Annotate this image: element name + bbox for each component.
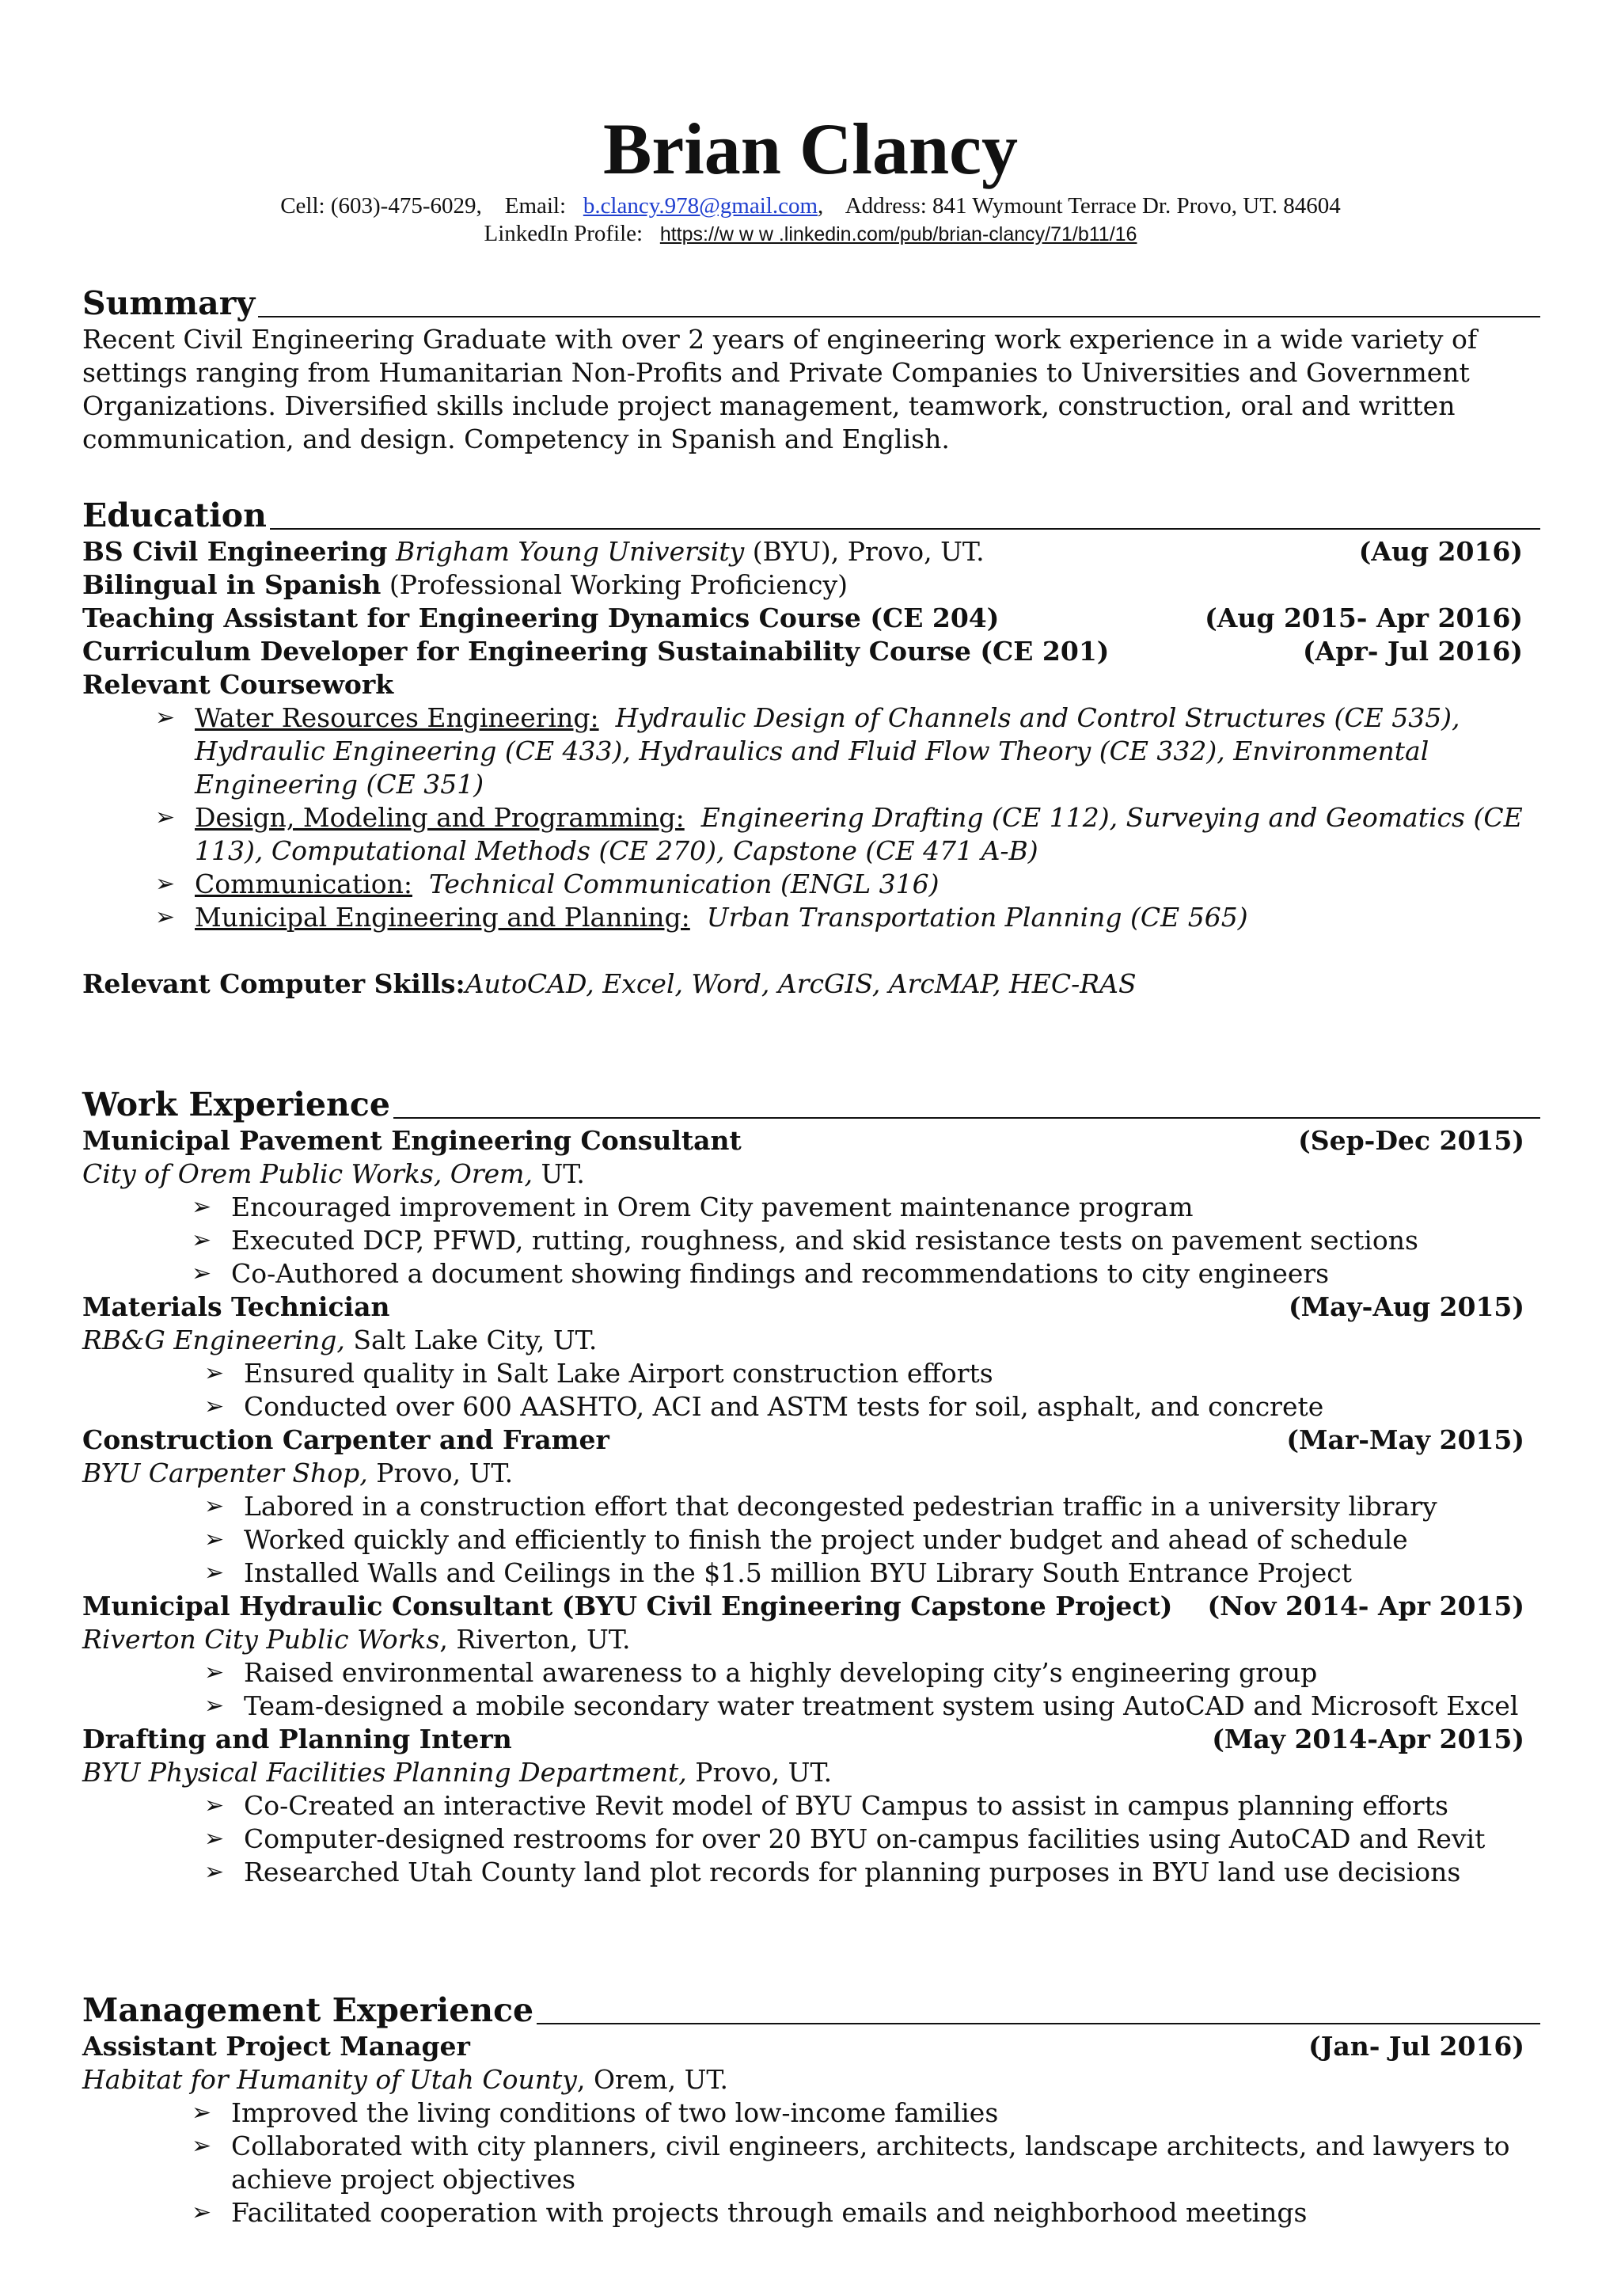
course-list: Hydraulic Design of Channels and Control Structures (CE 535), [615,702,1460,733]
job-header [82,1590,1524,1623]
address: Address: 841 Wymount Terrace Dr. Provo, UT. 84604 [845,193,1341,219]
candidate-name: Brian Clancy [603,108,1018,189]
resume-header [0,109,1621,248]
job-header [82,1124,1524,1158]
arrow-bullet-icon: ➢ [204,1559,225,1587]
curriculum-date: (Apr- Jul 2016) [1303,636,1523,667]
arrow-bullet-icon: ➢ [204,1526,225,1553]
course-area: Municipal Engineering and Planning: [195,902,690,933]
job-date: (Jan- Jul 2016) [1308,2031,1524,2062]
job-date: (Mar-May 2015) [1286,1424,1524,1455]
arrow-bullet-icon: ➢ [204,1492,225,1520]
linkedin-line [0,220,1621,248]
org-location: , Riverton, UT. [439,1624,631,1655]
email-label: Email: [504,193,567,219]
list-item [192,2130,1524,2196]
bullet-text: Labored in a construction effort that decongested pedestrian traffic in a university library [244,1491,1437,1522]
org-location: UT. [532,1158,585,1189]
summary-line: Organizations. Diversified skills include project management, teamwork, construction, oral and written [82,390,1456,421]
job-bullets [95,1357,1524,1424]
course-area: Communication: [195,869,412,899]
management-heading [82,1990,1540,2030]
ta-title: Teaching Assistant for Engineering Dynamics Course (CE 204) [82,603,1000,633]
bullet-text: Collaborated with city planners, civil engineers, architects, landscape architects, and lawyers to [231,2131,1510,2161]
bullet-text: Ensured quality in Salt Lake Airport construction efforts [244,1358,993,1389]
bullet-text: Team-designed a mobile secondary water treatment system using AutoCAD and Microsoft Excel [244,1690,1519,1721]
arrow-bullet-icon: ➢ [155,704,176,732]
linkedin-label: LinkedIn Profile: [484,221,643,246]
ta-row [82,602,1523,635]
summary-text [82,323,1540,456]
coursework-list [82,701,1523,934]
arrow-bullet-icon: ➢ [192,1226,212,1254]
arrow-bullet-icon: ➢ [155,870,176,898]
bilingual: Bilingual in Spanish [82,569,382,600]
list-item [192,2096,1524,2130]
job-title: Drafting and Planning Intern [82,1724,512,1754]
job-header [82,2030,1524,2063]
arrow-bullet-icon: ➢ [192,1193,212,1221]
job-title: Municipal Hydraulic Consultant (BYU Civil Engineering Capstone Project) [82,1591,1173,1621]
org-location: , Orem, UT. [576,2064,729,2095]
arrow-bullet-icon: ➢ [204,1359,225,1387]
course-list: Engineering (CE 351) [195,769,484,800]
bilingual-row [82,568,1523,602]
list-item [204,1789,1524,1823]
list-item [204,1357,1524,1390]
work-heading [82,1085,1540,1124]
arrow-bullet-icon: ➢ [204,1692,225,1720]
list-item [155,701,1523,801]
job-org [82,1457,1524,1490]
management-body [82,2030,1524,2229]
arrow-bullet-icon: ➢ [192,2099,212,2127]
skills-label: Relevant Computer Skills: [82,968,465,999]
bullet-text: Installed Walls and Ceilings in the $1.5 million BYU Library South Entrance Project [244,1557,1352,1588]
list-item [155,801,1523,868]
arrow-bullet-icon: ➢ [155,804,176,831]
org-location: Salt Lake City, UT. [344,1325,598,1355]
org-location: Provo, UT. [367,1458,514,1488]
degree-row [82,535,1523,568]
job-org [82,1324,1524,1357]
ta-date: (Aug 2015- Apr 2016) [1205,603,1523,633]
summary-line: settings ranging from Humanitarian Non-Profits and Private Companies to Universities and Government [82,357,1470,388]
section-title: Education [82,496,270,534]
org-location: Provo, UT. [686,1757,833,1788]
job-bullets [95,1789,1524,1889]
education-body [82,535,1523,1001]
linkedin-link[interactable]: https://w w w .linkedin.com/pub/brian-clancy/71/b11/16 [659,223,1137,245]
cell-number: Cell: (603)-475-6029, [280,193,482,219]
job-date: (Nov 2014- Apr 2015) [1207,1591,1524,1621]
job-title: Municipal Pavement Engineering Consultant [82,1125,742,1156]
section-title: Work Experience [82,1085,393,1123]
job-org [82,1623,1524,1656]
job-title: Materials Technician [82,1291,390,1322]
email-comma: , [818,193,824,219]
job-bullets [95,1656,1524,1723]
school-location: (BYU), Provo, UT. [752,536,985,567]
arrow-bullet-icon: ➢ [204,1825,225,1853]
arrow-bullet-icon: ➢ [192,2199,212,2226]
list-item [155,868,1523,901]
course-list: Engineering Drafting (CE 112), Surveying and Geomatics (CE [700,802,1523,833]
curriculum-row [82,635,1523,668]
summary-line: Recent Civil Engineering Graduate with over 2 years of engineering work experience in a wide variety of [82,324,1478,355]
arrow-bullet-icon: ➢ [204,1792,225,1819]
job-header [82,1291,1524,1324]
skills-row [82,967,1523,1001]
arrow-bullet-icon: ➢ [204,1858,225,1886]
bilingual-detail: (Professional Working Proficiency) [389,569,848,600]
org-name: City of Orem Public Works, Orem, [82,1158,533,1189]
list-item [192,1257,1524,1291]
bullet-text: Facilitated cooperation with projects through emails and neighborhood meetings [231,2197,1308,2228]
management-section [82,1990,1540,2229]
list-item [204,1390,1524,1424]
work-body [82,1124,1524,1889]
bullet-text: Worked quickly and efficiently to finish the project under budget and ahead of schedule [244,1524,1408,1555]
job-header [82,1424,1524,1457]
list-item [192,1224,1524,1257]
summary-heading [82,283,1540,323]
org-name: RB&G Engineering, [82,1325,345,1355]
bullet-text: Computer-designed restrooms for over 20 BYU on-campus facilities using AutoCAD and Revit [244,1823,1486,1854]
list-item [204,1823,1524,1856]
job-bullets [82,2096,1524,2229]
degree: BS Civil Engineering [82,536,388,567]
job-bullets [95,1490,1524,1590]
job-title: Construction Carpenter and Framer [82,1424,609,1455]
bullet-text: Co-Created an interactive Revit model of BYU Campus to assist in campus planning efforts [244,1790,1448,1821]
job-date: (May-Aug 2015) [1288,1291,1524,1322]
course-list: Technical Communication (ENGL 316) [428,869,940,899]
section-title: Summary [82,284,258,322]
bullet-text: Improved the living conditions of two low-income families [231,2097,999,2128]
org-name: BYU Physical Facilities Planning Department, [82,1757,687,1788]
course-area: Water Resources Engineering: [195,702,599,733]
course-list: Hydraulic Engineering (CE 433), Hydraulics and Fluid Flow Theory (CE 332), Environmental [195,736,1429,766]
org-name: Habitat for Humanity of Utah County [82,2064,577,2095]
curriculum-title: Curriculum Developer for Engineering Sustainability Course (CE 201) [82,636,1110,667]
job-header [82,1723,1524,1756]
list-item [192,1191,1524,1224]
skills-list: AutoCAD, Excel, Word, ArcGIS, ArcMAP, HEC-RAS [465,968,1137,999]
summary-line: communication, and design. Competency in Spanish and English. [82,424,950,454]
education-heading [82,496,1540,535]
coursework-title: Relevant Coursework [82,669,394,700]
section-title: Management Experience [82,1991,537,2029]
list-item [204,1557,1524,1590]
contact-line [0,192,1621,220]
list-item [204,1523,1524,1557]
list-item [204,1656,1524,1690]
email-link[interactable]: b.clancy.978@gmail.com [583,193,818,219]
job-org [82,2063,1524,2096]
course-list: 113), Computational Methods (CE 270), Capstone (CE 471 A-B) [195,835,1038,866]
job-date: (Sep-Dec 2015) [1298,1125,1524,1156]
bullet-text: Co-Authored a document showing findings and recommendations to city engineers [231,1258,1330,1289]
bullet-text: Conducted over 600 AASHTO, ACI and ASTM tests for soil, asphalt, and concrete [244,1391,1324,1422]
job-bullets [82,1191,1524,1291]
list-item [192,2196,1524,2229]
summary-section [82,283,1540,456]
education-section [82,496,1540,1001]
job-title: Assistant Project Manager [82,2031,470,2062]
job-org [82,1756,1524,1789]
arrow-bullet-icon: ➢ [192,2132,212,2160]
arrow-bullet-icon: ➢ [192,1260,212,1287]
bullet-text: Executed DCP, PFWD, rutting, roughness, and skid resistance tests on pavement sections [231,1225,1418,1256]
school: Brigham Young University [395,536,745,567]
bullet-text: Researched Utah County land plot records for planning purposes in BYU land use decisions [244,1857,1461,1887]
list-item [204,1690,1524,1723]
bullet-text: Raised environmental awareness to a highly developing city’s engineering group [244,1657,1318,1688]
degree-date: (Aug 2016) [1358,536,1523,567]
bullet-text: Encouraged improvement in Orem City pavement maintenance program [231,1192,1194,1222]
org-name: BYU Carpenter Shop, [82,1458,368,1488]
arrow-bullet-icon: ➢ [204,1393,225,1420]
arrow-bullet-icon: ➢ [204,1659,225,1686]
course-area: Design, Modeling and Programming: [195,802,685,833]
work-section [82,1085,1540,1889]
course-list: Urban Transportation Planning (CE 565) [706,902,1248,933]
job-date: (May 2014-Apr 2015) [1212,1724,1524,1754]
section-rule [82,316,1540,317]
list-item [204,1856,1524,1889]
bullet-text: achieve project objectives [231,2164,576,2195]
job-org [82,1158,1524,1191]
list-item [155,901,1523,934]
list-item [204,1490,1524,1523]
section-rule [82,528,1540,530]
arrow-bullet-icon: ➢ [155,903,176,931]
org-name: Riverton City Public Works [82,1624,440,1655]
